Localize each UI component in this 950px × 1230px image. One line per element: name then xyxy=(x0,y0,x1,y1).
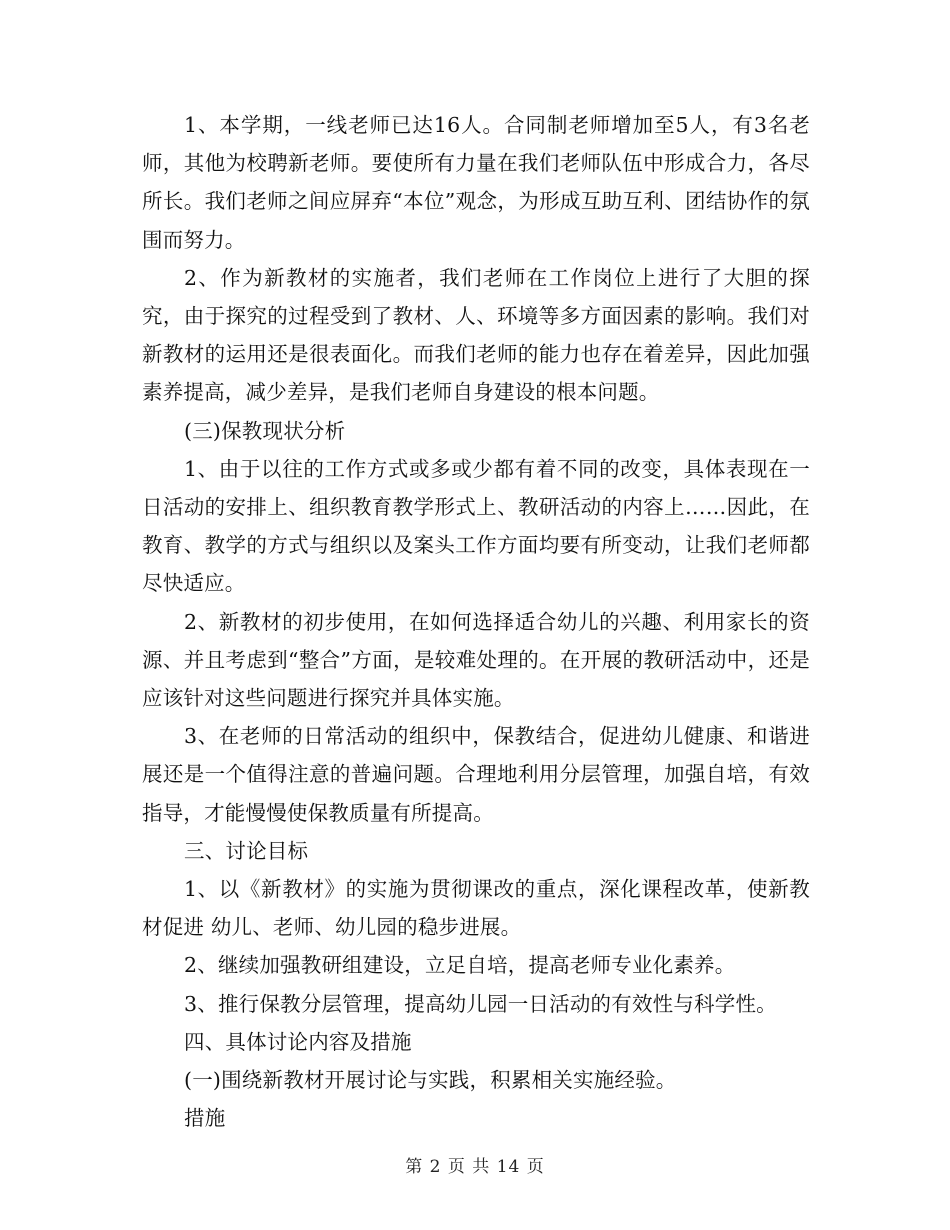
goal-item-2: 2、继续加强教研组建设，立足自培，提高老师专业化素养。 xyxy=(184,953,736,978)
document-body xyxy=(142,106,810,1137)
subheading-care-education-analysis: (三)保教现状分析 xyxy=(184,418,346,443)
paragraph-daily-activity-organization: 3、在老师的日常活动的组织中，保教结合，促进幼儿健康、和谐进展还是一个值得注意的普遍问题。合理地利用分层管理，加强自培，有效指导，才能慢慢使保教质量有所提高。 xyxy=(142,724,810,825)
paragraph-textbook-initial-use: 2、新教材的初步使用，在如何选择适合幼儿的兴趣、利用家长的资源、并且考虑到“整合”方面，是较难处理的。在开展的教研活动中，还是应该针对这些问题进行探究并具体实施。 xyxy=(142,609,810,711)
heading-discussion-content-measures: 四、具体讨论内容及措施 xyxy=(184,1029,412,1054)
goal-item-3: 3、推行保教分层管理，提高幼儿园一日活动的有效性与科学性。 xyxy=(184,991,777,1016)
paragraph-teacher-count: 1、本学期，一线老师已达16人。合同制老师增加至5人，有3名老师，其他为校聘新老师。要使所有力量在我们老师队伍中形成合力，各尽所长。我们老师之间应屏弃“本位”观念，为形成互助互利、团结协作的氛围而努力。 xyxy=(142,113,810,252)
heading-discussion-goals: 三、讨论目标 xyxy=(184,838,309,863)
paragraph-new-textbook-implementers: 2、作为新教材的实施者，我们老师在工作岗位上进行了大胆的探究，由于探究的过程受到了教材、人、环境等多方面因素的影响。我们对新教材的运用还是很表面化。而我们老师的能力也存在着差异，因此加强素养提高，减少差异，是我们老师自身建设的根本问题。 xyxy=(142,265,810,405)
label-measures: 措施 xyxy=(184,1106,226,1131)
page-number-footer: 第 2 页 共 14 页 xyxy=(405,1157,545,1177)
paragraph-work-method-changes: 1、由于以往的工作方式或多或少都有着不同的改变，具体表现在一日活动的安排上、组织教育教学形式上、教研活动的内容上……因此，在教育、教学的方式与组织以及案头工作方面均要有所变动，让我们老师都尽快适应。 xyxy=(142,456,810,596)
subheading-new-textbook-practice: (一)围绕新教材开展讨论与实践，积累相关实施经验。 xyxy=(184,1068,677,1093)
goal-item-1: 1、以《新教材》的实施为贯彻课改的重点，深化课程改革，使新教材促进 幼儿、老师、幼儿园的稳步进展。 xyxy=(142,877,810,940)
